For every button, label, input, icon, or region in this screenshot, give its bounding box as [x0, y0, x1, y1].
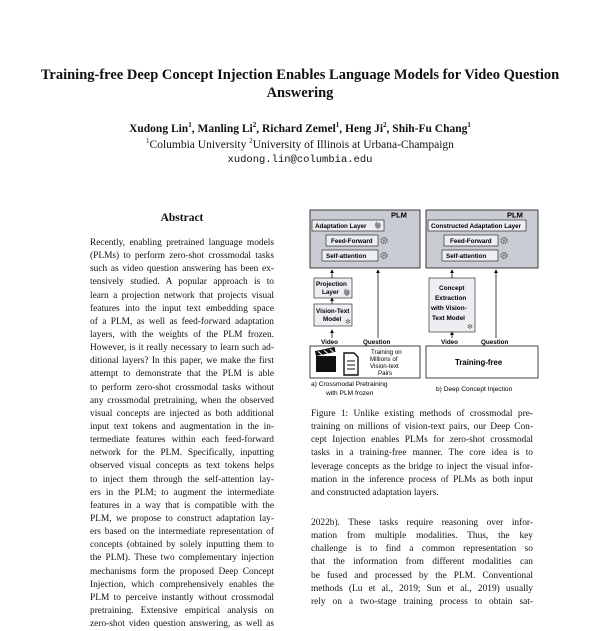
figure-caption: [311, 408, 533, 500]
text-line: training on millions of vision-text pairs, our Deep Con-: [311, 422, 533, 433]
feed-forward-label: Feed-Forward: [331, 238, 373, 245]
input-video-label: Video: [441, 339, 459, 346]
author-name: Shih-Fu Chang: [392, 123, 468, 135]
text-line: zero-shot video question answering, as well as: [90, 619, 274, 630]
affiliations: [40, 139, 560, 151]
text-line: ers based on the intermediate representation of: [90, 527, 274, 538]
panel-a: [310, 210, 420, 397]
panel-a-caption-line: a) Crossmodal Pretraining: [311, 381, 388, 388]
text-line: features in a way that is compatible with the: [90, 500, 274, 511]
constructed-adaptation-layer-label: Constructed Adaptation Layer: [431, 223, 522, 230]
training-free-label: Training-free: [455, 358, 503, 367]
snowflake-icon: ✻: [345, 319, 351, 326]
text-line: ers in the PLM; to augment the intermediate: [90, 487, 274, 498]
text-line: tensively studied. A popular approach is to: [90, 277, 274, 288]
training-text-line: Pairs: [378, 370, 393, 377]
text-line: to perform zero-shot crossmodal tasks without: [90, 382, 274, 393]
affiliation-mark: 1: [146, 137, 150, 146]
text-line: features into the input text embedding space: [90, 303, 274, 314]
text-line: mation from multiple modalities. Thus, the key: [311, 531, 533, 542]
document-icon: [344, 353, 358, 375]
author-list: Xudong Lin$^1$, Manling Li$^2$, Richard Zemel$^1$, Heng Ji$^2$, Shih-Fu Chang$^1$: [129, 121, 471, 135]
text-line: network for the PLM. Specifically, inputting: [90, 448, 274, 459]
feed-forward-label: Feed-Forward: [450, 238, 492, 245]
text-line: Figure 1: Unlike existing methods of crossmodal pre-: [311, 409, 533, 419]
affiliation-mark: 2: [249, 137, 253, 146]
text-line: 2022b). These tasks require reasoning over infor-: [311, 518, 533, 528]
snowflake-icon: ✻: [467, 324, 473, 331]
author-email[interactable]: xudong.lin@columbia.edu: [227, 154, 373, 166]
affiliation-name: University of Illinois at Urbana-Champaign: [252, 139, 454, 151]
concept-extraction-label-line: Text Model: [432, 315, 465, 322]
author-affiliation-mark: 1: [188, 121, 192, 130]
input-question-label: Question: [481, 339, 509, 346]
projection-layer-label-line: Layer: [322, 289, 339, 296]
text-line: observed visual concepts as text tokens helps: [90, 461, 274, 472]
text-line: challenge is to find a common representation so: [311, 544, 533, 555]
text-line: of a PLM, as well as feed-forward adaptation: [90, 316, 274, 327]
text-line: concepts (obtained by solely inputting them to: [90, 540, 274, 551]
text-line: Injection, which comprehensively enables the: [90, 579, 274, 590]
text-line: mechanisms form the proposed Deep Concept: [90, 566, 274, 577]
text-line: Recently, enabling pretrained language models: [90, 238, 274, 248]
text-line: mation in the inference process of PLMs as both input: [311, 474, 533, 485]
self-attention-label: Self-attention: [446, 253, 487, 260]
author-affiliation-mark: 2: [383, 121, 387, 130]
training-text-line: Millions of: [370, 356, 398, 363]
text-line: PLM, we propose to construct adaptation lay-: [90, 513, 274, 524]
text-line: visual concepts are injected as both additional: [90, 408, 274, 419]
plm-label: PLM: [507, 210, 523, 220]
body-text-right-column: [311, 517, 533, 609]
panel-a-caption-line: with PLM frozen: [326, 390, 374, 397]
training-text-line: Training on: [371, 349, 402, 356]
text-line: methods (Lu et al., 2019; Sun et al., 2019) usually: [311, 583, 533, 594]
panel-b-caption: b) Deep Concept Injection: [436, 386, 513, 393]
text-line: PLM to perceive instantly without crossmodal: [90, 592, 274, 603]
input-video-label: Video: [321, 339, 339, 346]
concept-extraction-label-line: with Vision-: [431, 305, 467, 312]
text-line: and constructed adaptation layers.: [311, 487, 439, 498]
panel-b: [426, 210, 538, 393]
projection-layer-label-line: Projection: [316, 281, 347, 288]
author-affiliation-mark: 2: [252, 121, 257, 130]
self-attention-label: Self-attention: [326, 253, 367, 260]
affiliation-name: Columbia University: [149, 139, 247, 151]
text-line: be fused and processed by the PLM. Conventional: [311, 570, 533, 581]
concept-extraction-label-line: Extraction: [435, 295, 467, 302]
author-affiliation-mark: 1: [335, 121, 340, 130]
text-line: any crossmodal pretraining, when the observed: [90, 395, 274, 406]
training-text-line: Vision-text: [370, 363, 399, 370]
author-name: Heng Ji: [345, 123, 384, 135]
adaptation-layer-label: Adaptation Layer: [315, 223, 367, 230]
author-name: Manling Li: [197, 123, 253, 135]
text-line: ditional layers? In this paper, we make the first: [90, 356, 274, 367]
text-line: attempt to demonstrate that the PLM is able: [90, 369, 274, 380]
plm-label: PLM: [391, 210, 407, 220]
text-line: pretraining. Extensive empirical analysis on: [90, 605, 274, 616]
text-line: such as video question answering has been ex-: [90, 264, 274, 275]
figure-1-diagram: [308, 208, 540, 404]
text-line: layers, with the weights of the PLM frozen.: [90, 329, 274, 340]
text-line: rely on a two-stage training process to obtain sat-: [311, 596, 533, 607]
abstract-body: [90, 237, 274, 631]
abstract-heading: Abstract: [160, 212, 204, 224]
vision-text-model-label-line: Vision-Text: [316, 308, 350, 315]
text-line: termediate features within each feed-forward: [90, 435, 274, 446]
text-line: (PLMs) to perform zero-shot crossmodal tasks: [90, 251, 274, 262]
text-line: that the information from different modalities can: [311, 557, 533, 568]
author-affiliation-mark: 1: [467, 121, 471, 130]
vision-text-model-label-line: Model: [323, 316, 342, 323]
text-line: the PLM). These two complementary injection: [90, 553, 274, 564]
text-line: to inject them through the self-attention lay-: [90, 474, 274, 485]
clapperboard-icon: [315, 347, 336, 372]
author-name: Richard Zemel: [262, 123, 336, 135]
input-question-label: Question: [363, 339, 391, 346]
text-line: cept Injection enables PLMs for zero-shot crossmodal: [311, 435, 533, 446]
concept-extraction-label-line: Concept: [439, 285, 465, 292]
paper-title: Training-free Deep Concept Injection Enables Language Models for Video Question Answering: [40, 67, 560, 101]
text-line: learn a projection network that projects visual: [90, 290, 274, 301]
text-line: However, is it really necessary to learn such ad-: [90, 343, 274, 354]
text-line: tasks in a training-free manner. The core idea is to: [311, 448, 533, 459]
text-line: input text tokens and augmentation in the in-: [90, 421, 274, 432]
text-line: leverage concepts as the bridge to inject the visual infor-: [311, 461, 533, 472]
author-name: Xudong Lin: [129, 123, 189, 135]
